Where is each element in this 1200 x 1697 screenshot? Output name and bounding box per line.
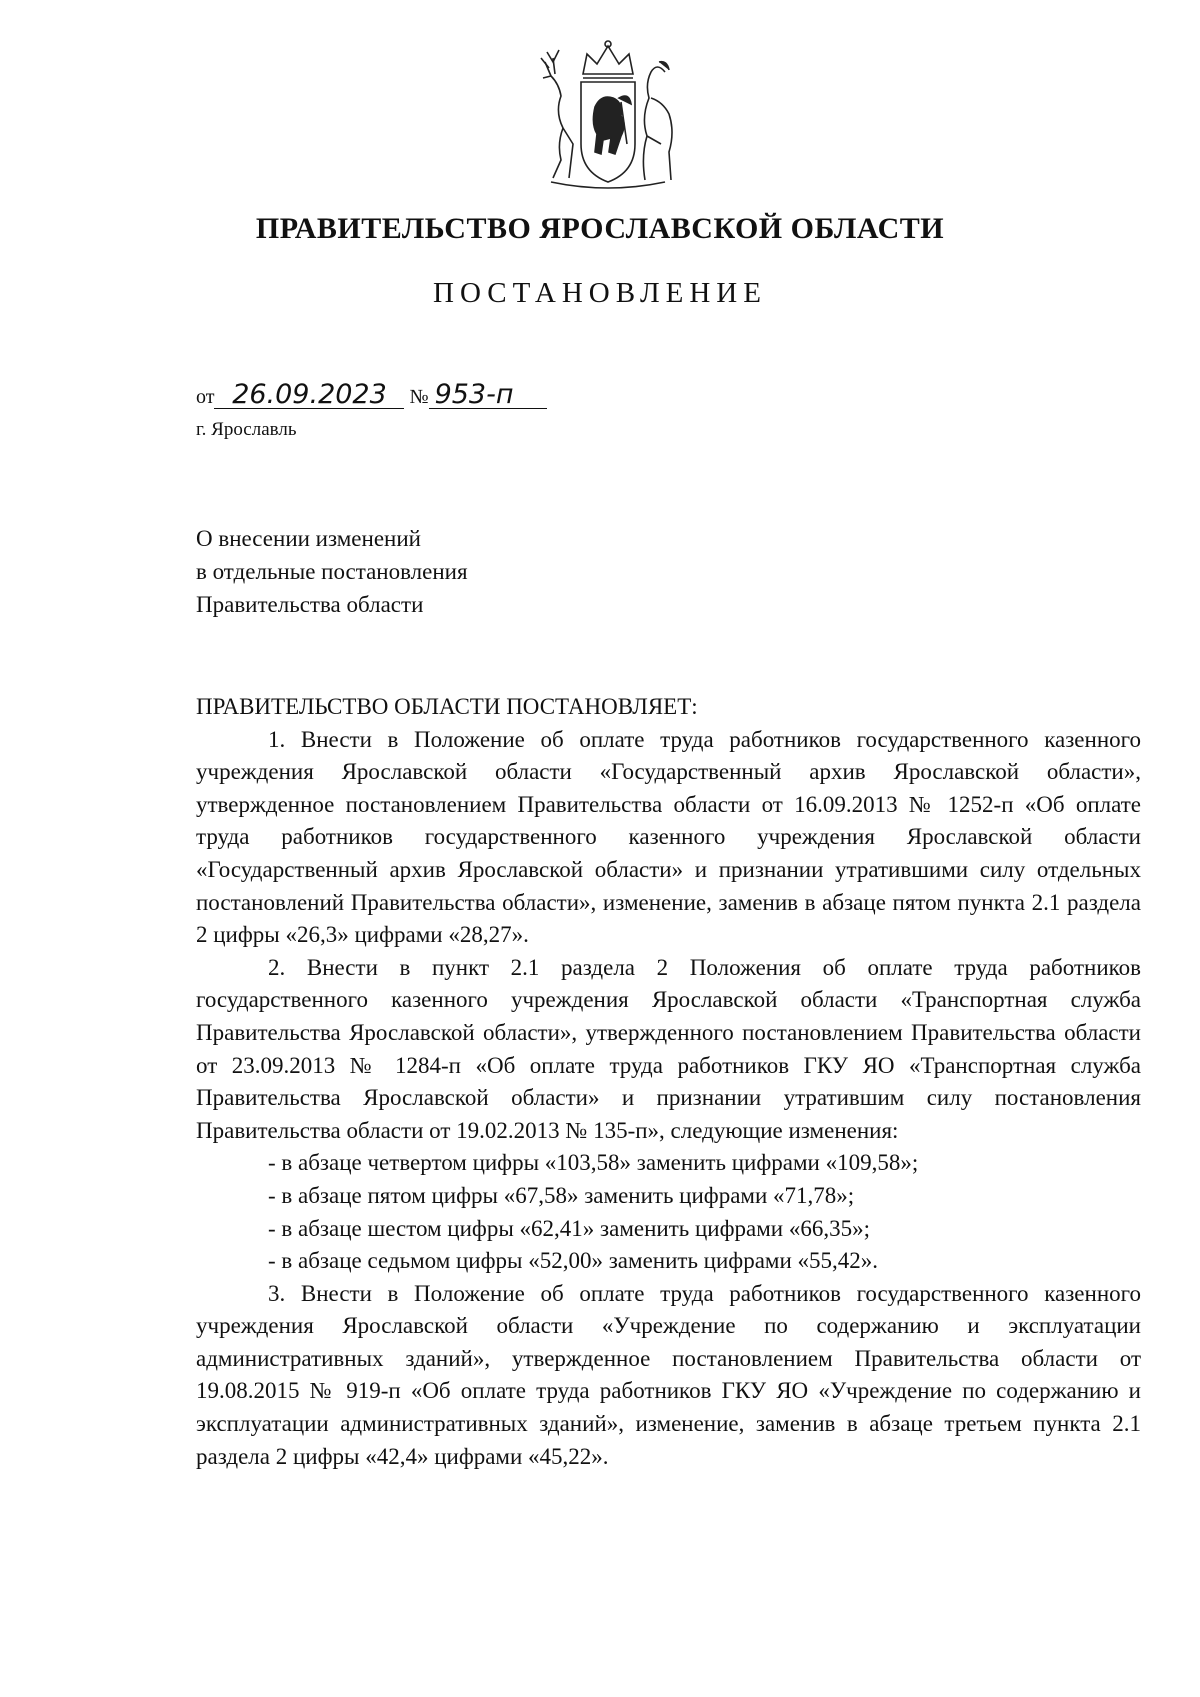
city-label: г. Ярославль [196,419,297,440]
resolution-lead: ПРАВИТЕЛЬСТВО ОБЛАСТИ ПОСТАНОВЛЯЕТ: [196,694,698,719]
paragraph-1: 1. Внести в Положение об оплате труда работников государственного казенного учреждения Ярославской области «Государственный архив Ярославской области», утвержденное постановлением Правительства области от 16.09.2013 № 1252-п «Об оплате труда работников государственного казенного учреждения Ярославской области «Государственный архив Ярославской области» и признании утратившими силу отдельных постановлений Правительства области», изменение, заменив в абзаце пятом пункта 2.1 раздела 2 цифры «26,3» цифрами «28,27». [196,726,1141,948]
handwritten-date: 26.09.2023 [214,382,404,409]
list-item: - в абзаце пятом цифры «67,58» заменить цифрами «71,78»; [268,1182,855,1208]
government-title: ПРАВИТЕЛЬСТВО ЯРОСЛАВСКОЙ ОБЛАСТИ [255,212,945,245]
list-item: - в абзаце четвертом цифры «103,58» заменить цифрами «109,58»; [268,1150,919,1176]
subject-line: в отдельные постановления [196,559,468,584]
handwritten-number: 953-п [429,382,547,409]
paragraph-2: 2. Внести в пункт 2.1 раздела 2 Положения об оплате труда работников государственного казенного учреждения Ярославской области «Транспортная служба Правительства Ярославской области», утвержденного постановлением Правительства области от 23.09.2013 № 1284-п «Об оплате труда работников ГКУ ЯО «Транспортная служба Правительства Ярославской области» и признании утратившим силу постановления Правительства области от 19.02.2013 № 135-п», следующие изменения: [196,954,1141,1143]
list-item: - в абзаце седьмом цифры «52,00» заменить цифрами «55,42». [268,1248,879,1274]
paragraph-3: 3. Внести в Положение об оплате труда работников государственного казенного учреждения Ярославской области «Учреждение по содержанию и эксплуатации административных зданий», утвержденное постановлением Правительства области от 19.08.2015 № 919-п «Об оплате труда работников ГКУ ЯО «Учреждение по содержанию и эксплуатации административных зданий», изменение, заменив в абзаце третьем пункта 2.1 раздела 2 цифры «42,4» цифрами «45,22». [196,1280,1141,1469]
date-prefix: от [196,386,215,408]
number-prefix: № [409,386,429,408]
subject-line: Правительства области [196,592,424,617]
coat-of-arms-icon [523,32,693,192]
document-body [196,691,1141,1473]
subject-line: О внесении изменений [196,526,421,551]
document-subject [196,522,468,621]
date-number-line [196,379,547,410]
document-type-title: ПОСТАНОВЛЕНИЕ [433,277,767,309]
list-item: - в абзаце шестом цифры «62,41» заменить цифрами «66,35»; [268,1215,870,1241]
